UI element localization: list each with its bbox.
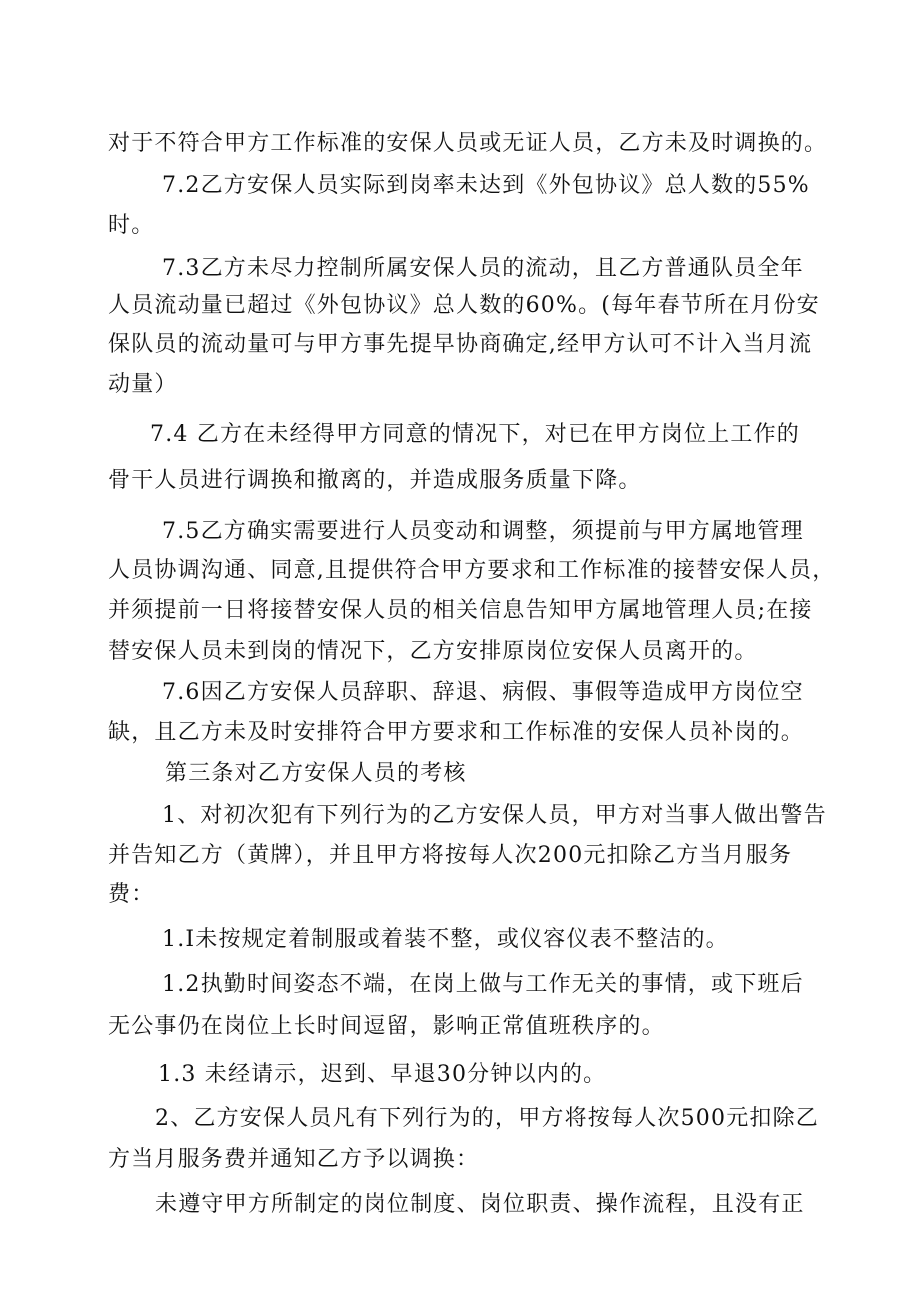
text-line: 缺，且乙方未及时安排符合甲方要求和工作标准的安保人员补岗的。 [108,720,805,745]
text-line: 费： [108,882,155,907]
text-line: 替安保人员未到岗的情况下，乙方安排原岗位安保人员离开的。 [108,639,758,664]
text-line: 人员流动量已超过《外包协议》总人数的60%。(每年春节所在月份安 [108,293,820,318]
text-line: 7.4 乙方在未经得甲方同意的情况下，对已在甲方岗位上工作的 [150,422,800,447]
text-line: 动量） [108,372,178,397]
text-line: 并须提前一日将接替安保人员的相关信息告知甲方属地管理人员;在接 [108,598,813,623]
text-line: 骨干人员进行调换和撤离的，并造成服务质量下降。 [108,468,642,493]
text-line: 1、对初次犯有下列行为的乙方安保人员，甲方对当事人做出警告 [162,803,827,828]
text-line: 7.3乙方未尽力控制所属安保人员的流动，且乙方普通队员全年 [162,256,804,281]
text-line: 1.2执勤时间姿态不端，在岗上做与工作无关的事情，或下班后 [162,972,804,997]
text-line: 人员协调沟通、同意,且提供符合甲方要求和工作标准的接替安保人员， [108,558,836,583]
text-line: 1.3 未经请示，迟到、早退30分钟以内的。 [158,1062,607,1087]
text-line: 7.6因乙方安保人员辞职、辞退、病假、事假等造成甲方岗位空 [162,680,804,705]
text-line: 7.2乙方安保人员实际到岗率未达到《外包协议》总人数的55% [162,173,810,198]
text-line: 并告知乙方（黄牌），并且甲方将按每人次200元扣除乙方当月服务 [108,843,793,868]
text-line: 7.5乙方确实需要进行人员变动和调整，须提前与甲方属地管理 [162,519,804,544]
text-line: 未遵守甲方所制定的岗位制度、岗位职责、操作流程，且没有正 [155,1192,805,1217]
text-line: 对于不符合甲方工作标准的安保人员或无证人员，乙方未及时调换的。 [108,131,828,156]
section-heading: 第三条对乙方安保人员的考核 [165,761,467,786]
text-line: 方当月服务费并通知乙方予以调换： [108,1147,480,1172]
text-line: 2、乙方安保人员凡有下列行为的，甲方将按每人次500元扣除乙 [155,1106,819,1131]
text-line: 保队员的流动量可与甲方事先提早协商确定,经甲方认可不计入当月流 [108,332,813,357]
text-line: 1.I未按规定着制服或着装不整，或仪容仪表不整洁的。 [162,927,729,952]
text-line: 无公事仍在岗位上长时间逗留，影响正常值班秩序的。 [108,1014,665,1039]
text-line: 时。 [108,213,155,238]
